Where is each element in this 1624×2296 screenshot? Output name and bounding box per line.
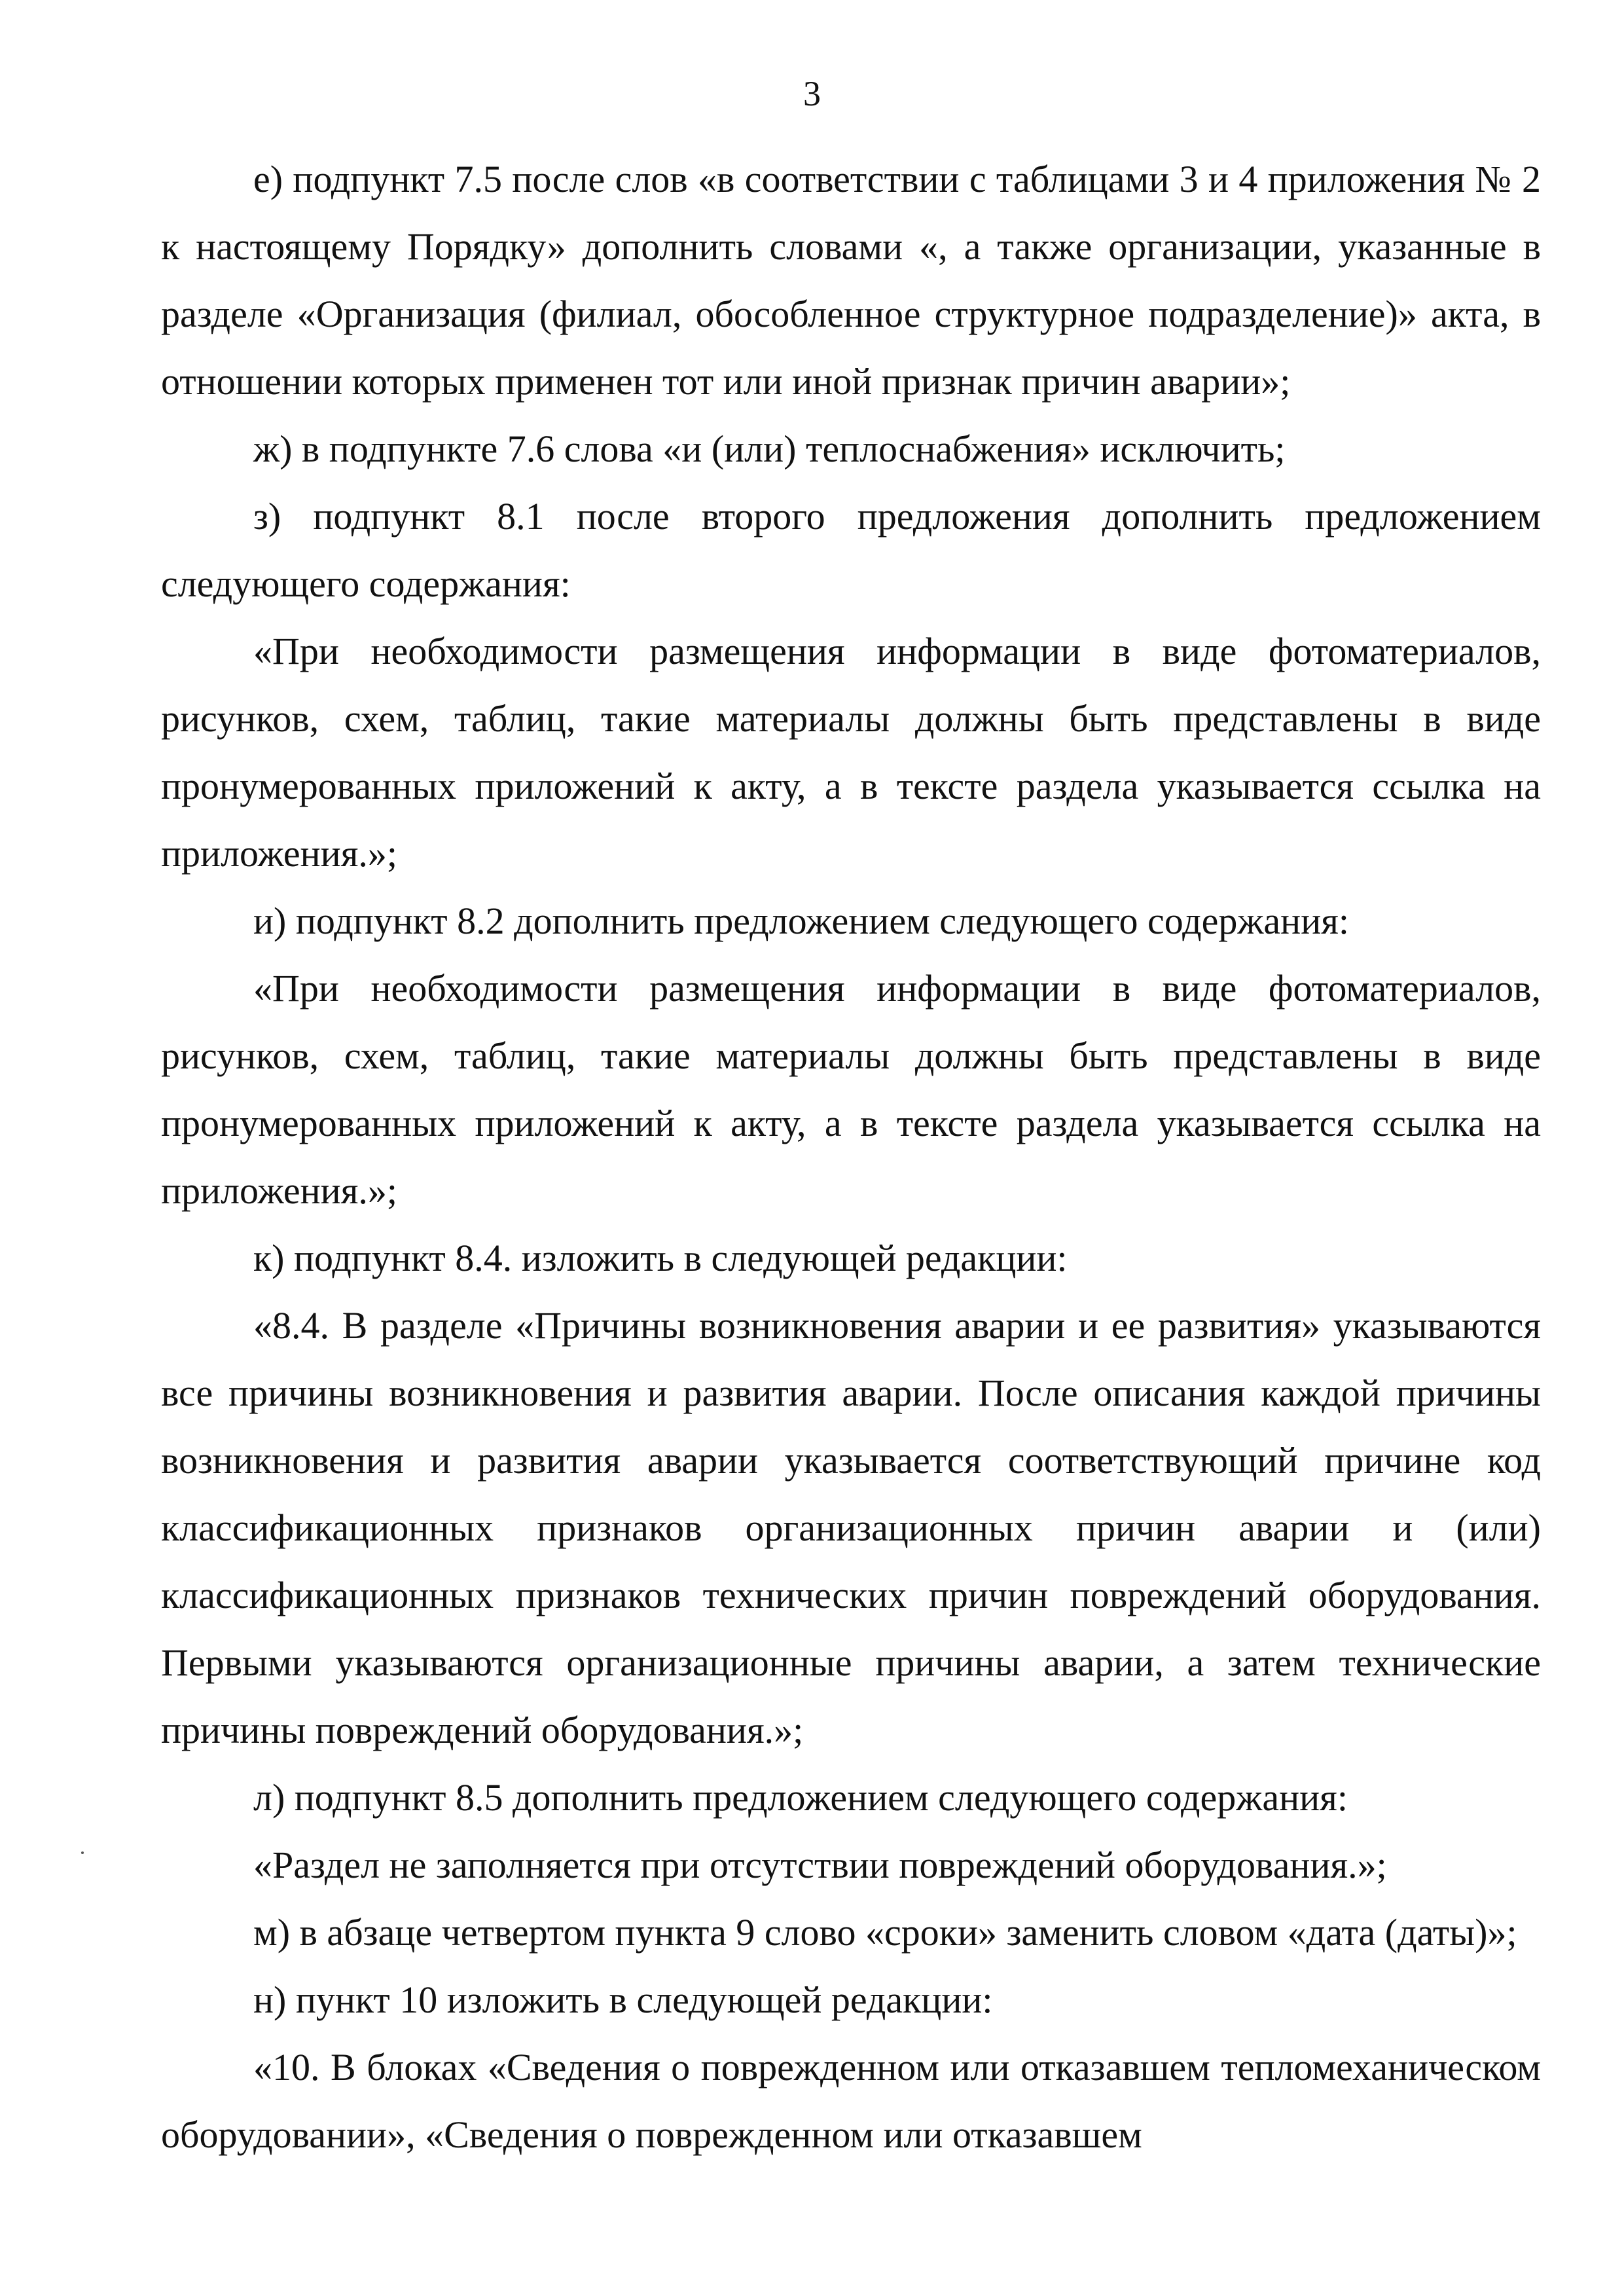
quote-paragraph: «10. В блоках «Сведения о поврежденном или отказавшем тепломеханическом оборудовании», «Сведения о поврежденном или отказавшем <box>161 2046 1541 2156</box>
quote-paragraph: «Раздел не заполняется при отсутствии повреждений оборудования.»; <box>253 1844 1387 1886</box>
page-number: 3 <box>803 74 821 113</box>
document-body <box>161 145 1541 2168</box>
scan-speck <box>81 1851 84 1854</box>
paragraph-n: н) пункт 10 изложить в следующей редакции: <box>253 1978 993 2021</box>
paragraph-zh: ж) в подпункте 7.6 слова «и (или) теплоснабжения» исключить; <box>253 428 1286 470</box>
quote-paragraph: «При необходимости размещения информации в виде фотоматериалов, рисунков, схем, таблиц, такие материалы должны быть представлены в виде пронумерованных приложений к акту, а в тексте раздела указывается ссылка на приложения.»; <box>161 967 1541 1212</box>
quote-paragraph: «8.4. В разделе «Причины возникновения аварии и ее развития» указываются все причины возникновения и развития аварии. После описания каждой причины возникновения и развития аварии указывается соответствующий причине код классификационных признаков организационных причин аварии и (или) классификационных признаков технических причин повреждений оборудования. Первыми указываются организационные причины аварии, а затем технические причины повреждений оборудования.»; <box>161 1304 1541 1751</box>
paragraph-k: к) подпункт 8.4. изложить в следующей редакции: <box>253 1237 1068 1279</box>
paragraph-l: л) подпункт 8.5 дополнить предложением следующего содержания: <box>253 1776 1348 1819</box>
paragraph-i: и) подпункт 8.2 дополнить предложением следующего содержания: <box>253 900 1350 942</box>
paragraph-z: з) подпункт 8.1 после второго предложения дополнить предложением следующего содержания: <box>161 495 1541 605</box>
paragraph-m: м) в абзаце четвертом пункта 9 слово «сроки» заменить словом «дата (даты)»; <box>253 1911 1517 1954</box>
quote-paragraph: «При необходимости размещения информации в виде фотоматериалов, рисунков, схем, таблиц, такие материалы должны быть представлены в виде пронумерованных приложений к акту, а в тексте раздела указывается ссылка на приложения.»; <box>161 630 1541 875</box>
paragraph-e: е) подпункт 7.5 после слов «в соответствии с таблицами 3 и 4 приложения № 2 к настоящему Порядку» дополнить словами «, а также организации, указанные в разделе «Организация (филиал, обособленное структурное подразделение)» акта, в отношении которых применен тот или иной признак причин аварии»; <box>161 158 1541 403</box>
